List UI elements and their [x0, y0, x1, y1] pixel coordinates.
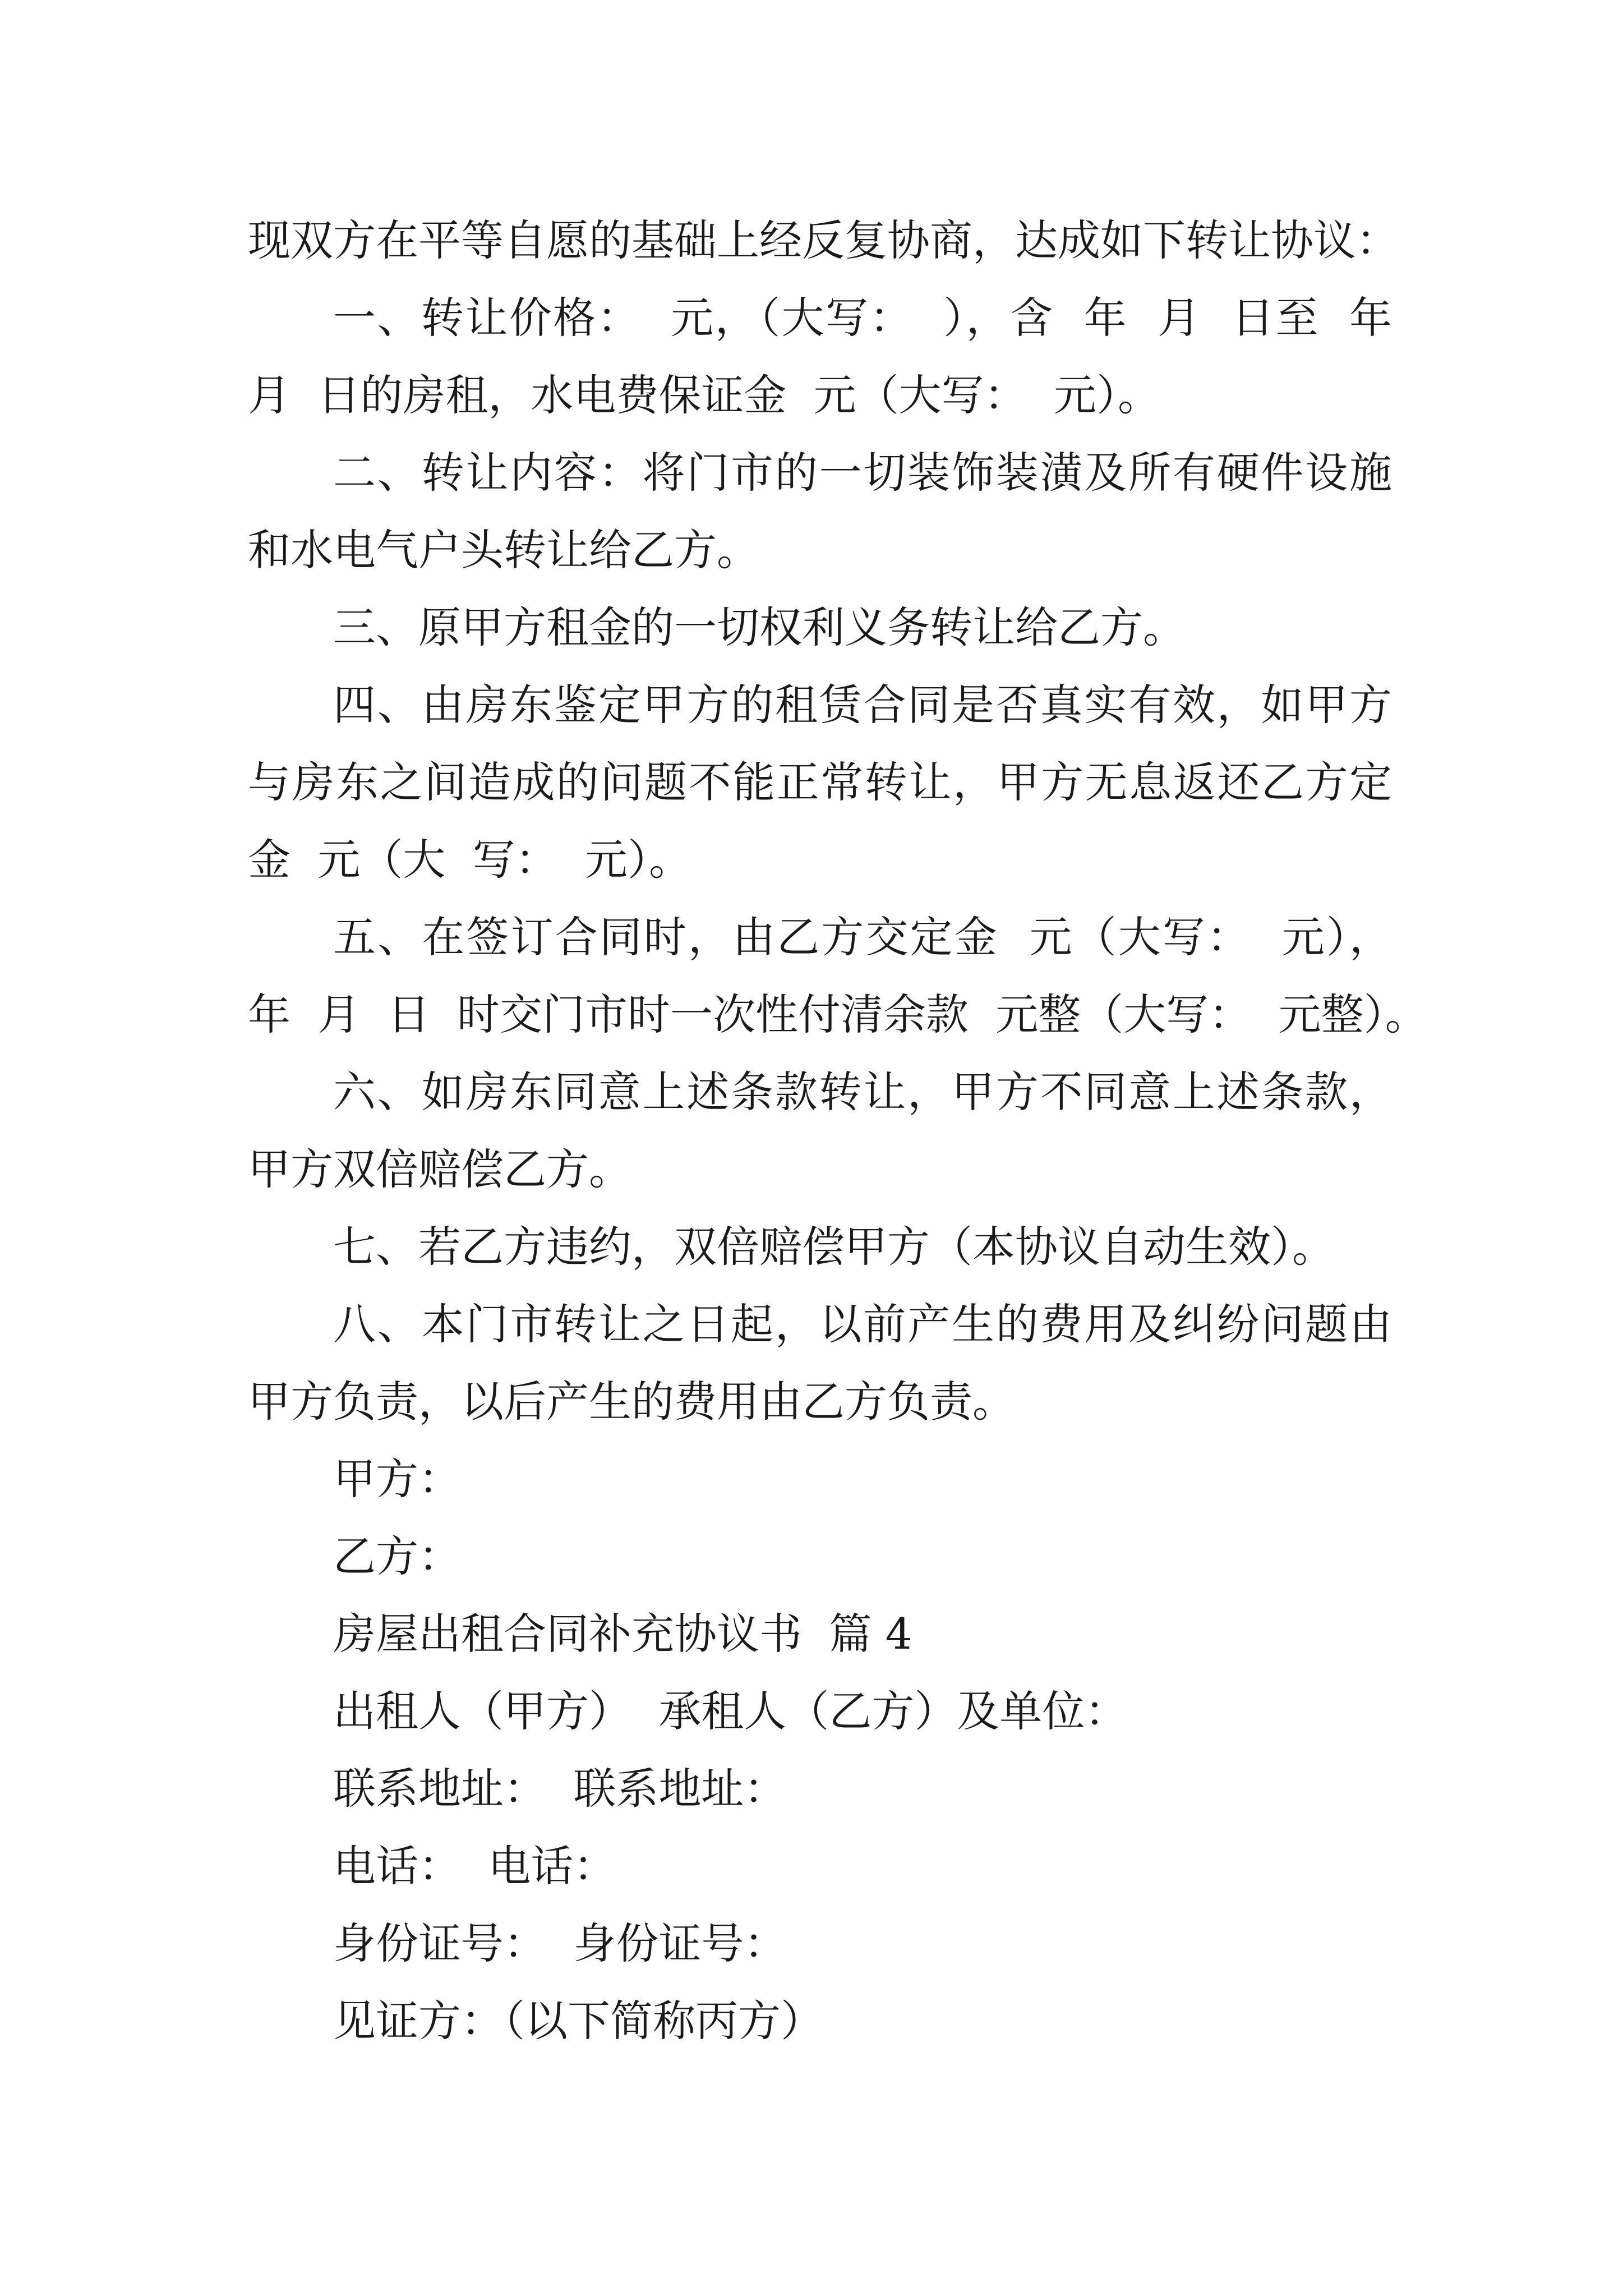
- text-line: 身份证号： 身份证号：: [333, 1918, 787, 1968]
- text-line: 年 月 日 时交门市时一次性付清余款 元整（大写： 元整）。: [248, 990, 1428, 1039]
- text-line: 甲方负责，以后产生的费用由乙方负责。: [248, 1377, 1015, 1427]
- text-line: 联系地址： 联系地址：: [333, 1764, 787, 1814]
- text-line: 四、由房东鉴定甲方的租赁合同是否真实有效，如甲方: [333, 680, 1392, 730]
- text-line: 出租人（甲方） 承租人（乙方）及单位：: [333, 1686, 1128, 1736]
- text-line: 和水电气户头转让给乙方。: [248, 525, 759, 575]
- party-b-label: 乙方：: [333, 1531, 461, 1581]
- text-line: 电话： 电话：: [333, 1841, 616, 1891]
- section-heading: 房屋出租合同补充协议书 篇 4: [333, 1609, 912, 1659]
- party-a-label: 甲方：: [333, 1454, 461, 1504]
- text-line: 甲方双倍赔偿乙方。: [248, 1144, 631, 1194]
- text-line: 三、原甲方租金的一切权利义务转让给乙方。: [333, 602, 1186, 652]
- text-line: 一、转让价格： 元，（大写： ），含 年 月 日至 年: [333, 293, 1392, 343]
- text-line: 月 日的房租，水电费保证金 元（大写： 元）。: [248, 370, 1160, 420]
- text-line: 金 元（大 写： 元）。: [248, 835, 691, 885]
- text-line: 八、本门市转让之日起，以前产生的费用及纠纷问题由: [333, 1299, 1392, 1349]
- text-line: 二、转让内容：将门市的一切装饰装潢及所有硬件设施: [333, 448, 1392, 498]
- text-line: 五、在签订合同时，由乙方交定金 元（大写： 元），: [333, 912, 1392, 962]
- text-line: 现双方在平等自愿的基础上经反复协商，达成如下转让协议：: [248, 215, 1399, 265]
- text-line: 见证方：（以下简称丙方）: [333, 1996, 823, 2046]
- text-line: 与房东之间造成的问题不能正常转让，甲方无息返还乙方定: [248, 757, 1392, 807]
- text-line: 七、若乙方违约，双倍赔偿甲方（本协议自动生效）。: [333, 1222, 1335, 1272]
- document-body: [248, 202, 1428, 2060]
- text-line: 六、如房东同意上述条款转让，甲方不同意上述条款，: [333, 1067, 1392, 1117]
